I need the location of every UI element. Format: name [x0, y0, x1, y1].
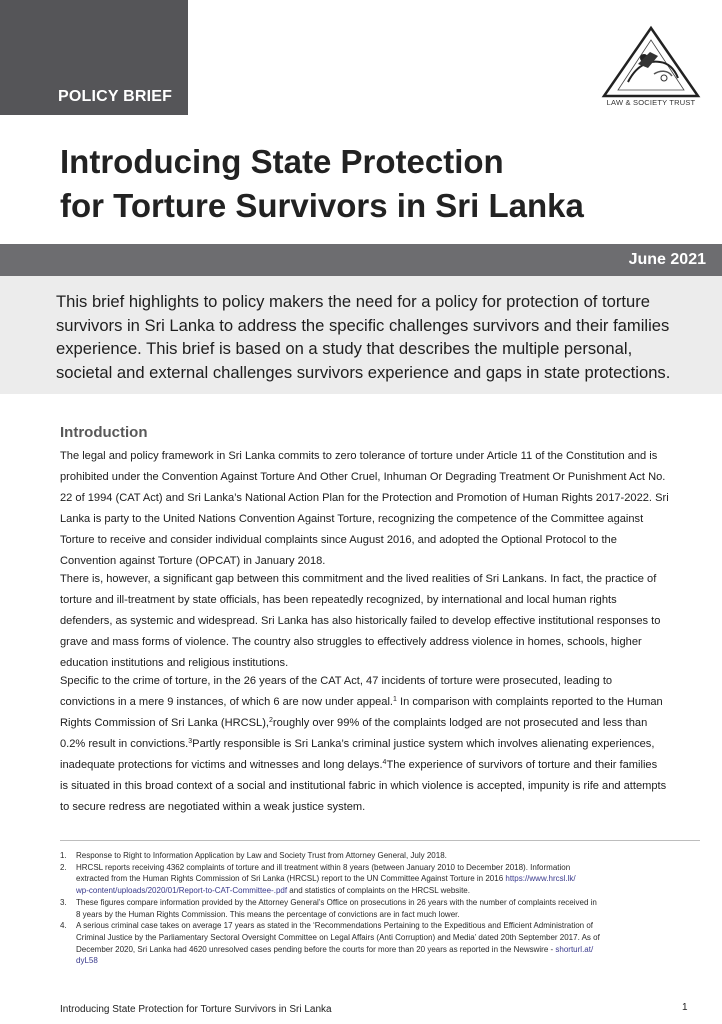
text-line: grave and mass forms of violence. The country also struggles to effectively address violence in homes, schools, higher: [60, 636, 642, 648]
summary-line: survivors in Sri Lanka to address the specific challenges survivors and their families: [56, 315, 670, 335]
footnote-line: 8 years by the Human Rights Commission. This means the percentage of convictions are in fact much lower.: [76, 909, 460, 919]
text-line: Specific to the crime of torture, in the 26 years of the CAT Act, 47 incidents of torture were prosecuted, leading to: [60, 675, 613, 687]
summary-line: experience. This brief is based on a study that describes the multiple personal,: [56, 339, 633, 358]
text-line: Torture to receive and consider individual complaints since August 2016, and adopted the Optional Protocol to the: [60, 534, 617, 546]
footnote-line: [76, 873, 710, 885]
summary-band: [0, 276, 722, 394]
footnote-1: [60, 850, 710, 862]
text-segment: December 2020, Sri Lanka had 4620 unresolved cases pending before the courts for more than 20 years as reported in the Newswire -: [76, 944, 556, 954]
footnote-2: [60, 862, 710, 897]
newswire-link-continued[interactable]: dyL58: [76, 956, 98, 966]
text-segment: The experience of survivors of torture and their families: [386, 759, 658, 771]
footnote-line: [76, 885, 710, 897]
footnote-ref[interactable]: 4: [382, 759, 387, 766]
text-line: 22 of 1994 (CAT Act) and Sri Lanka’s National Action Plan for the Protection and Promotion of Human Rights 2017-2022. Sri: [60, 492, 669, 504]
paragraph-2: [60, 569, 700, 674]
footnote-line: HRCSL reports receiving 4362 complaints of torture and ill treatment within 8 years (between January 2010 to December 2018). Information: [76, 862, 571, 872]
law-society-trust-logo: [596, 22, 706, 114]
text-line: to secure redress are negotiated within a weak justice system.: [60, 801, 366, 813]
footnote-4: [60, 920, 710, 967]
text-segment: extracted from the Human Rights Commission of Sri Lanka (HRCSL) report to the UN Committee Against Torture in 2016: [76, 874, 506, 884]
footnote-line: These figures compare information provided by the Attorney General’s Office on prosecutions in 26 years with the number of complaints received in: [76, 897, 597, 907]
footnote-divider: [60, 840, 700, 841]
footnote-line: Criminal Justice by the Parliamentary Sectoral Oversight Committee on Legal Affairs (Anti Corruption) and Media’ dated 20th September 2017. As of: [76, 932, 600, 942]
logo-text: LAW & SOCIETY TRUST: [606, 98, 696, 107]
footnote-number: 1.: [60, 851, 67, 860]
footnote-line: A serious criminal case takes on average 17 years as stated in the ‘Recommendations Pertaining to the Expeditious and Efficient Administration of: [76, 921, 594, 931]
footnote-line: Response to Right to Information Application by Law and Society Trust from Attorney General, July 2018.: [76, 851, 447, 860]
text-line: is situated in this broad context of a social and institutional fabric in which violence is accepted, impunity is rife and attempts: [60, 780, 667, 792]
date-band: [0, 244, 722, 276]
text-line: Lanka is party to the United Nations Convention Against Torture, recognizing the competence of the Committee against: [60, 513, 644, 525]
page-number: 1: [682, 1002, 688, 1013]
publication-date: June 2021: [628, 251, 706, 268]
text-segment: 0.2% result in convictions.: [60, 738, 189, 750]
text-line: education institutions and religious institutions.: [60, 657, 289, 669]
text-line: Convention against Torture (OPCAT) in January 2018.: [60, 555, 326, 567]
text-line: There is, however, a significant gap between this commitment and the lived realities of Sri Lankans. In fact, the practice of: [60, 573, 657, 585]
text-segment: In comparison with complaints reported to the Human: [396, 696, 663, 708]
footnote-ref[interactable]: 3: [188, 738, 193, 745]
text-segment: inadequate protections for victims and witnesses and long delays.: [60, 759, 383, 771]
text-segment: and statistics of complaints on the HRCSL website.: [287, 886, 470, 896]
footer-title: Introducing State Protection for Torture Survivors in Sri Lanka: [60, 1004, 332, 1015]
footnotes: [60, 850, 710, 967]
text-line: torture and ill-treatment by state officials, has been repeatedly recognized, by international and local human rights: [60, 594, 617, 606]
footnote-number: 2.: [60, 862, 67, 872]
text-line: [60, 734, 700, 755]
newswire-link[interactable]: shorturl.at/: [555, 944, 594, 954]
paragraph-3: [60, 671, 700, 818]
page-title: [60, 140, 680, 228]
text-segment: convictions in a mere 9 instances, of which 6 are now under appeal.: [60, 696, 394, 708]
footnote-3: [60, 897, 710, 920]
paragraph-1: [60, 446, 700, 572]
title-line: for Torture Survivors in Sri Lanka: [60, 187, 584, 224]
text-line: [60, 692, 700, 713]
footnote-number: 3.: [60, 897, 67, 907]
text-line: prohibited under the Convention Against Torture And Other Cruel, Inhuman Or Degrading Treatment Or Punishment Act No.: [60, 471, 666, 483]
text-line: [60, 755, 700, 776]
hrcsl-link[interactable]: https://www.hrcsl.lk/: [505, 874, 576, 884]
text-segment: Rights Commission of Sri Lanka (HRCSL),: [60, 717, 269, 729]
footnote-ref[interactable]: 1: [393, 696, 397, 703]
summary-text: [56, 290, 696, 384]
footnote-line: [76, 944, 710, 956]
footnote-line: [76, 955, 710, 967]
title-line: Introducing State Protection: [60, 143, 504, 180]
footnote-number: 4.: [60, 921, 67, 931]
summary-line: societal and external challenges survivors experience and gaps in state protections.: [56, 362, 671, 382]
hrcsl-report-link[interactable]: wp-content/uploads/2020/01/Report-to-CAT-Committee-.pdf: [76, 886, 288, 896]
policy-brief-label: POLICY BRIEF: [58, 88, 173, 105]
text-line: The legal and policy framework in Sri Lanka commits to zero tolerance of torture under Article 11 of the Constitution and is: [60, 450, 658, 462]
footnote-ref[interactable]: 2: [269, 717, 273, 724]
text-line: defenders, as systemic and widespread. Sri Lanka has also historically failed to develop effective institutional responses to: [60, 615, 661, 627]
text-segment: Partly responsible is Sri Lanka’s criminal justice system which involves alienating experiences,: [192, 738, 655, 750]
text-segment: roughly over 99% of the complaints lodged are not prosecuted and less than: [272, 717, 648, 729]
summary-line: This brief highlights to policy makers the need for a policy for protection of torture: [56, 292, 650, 311]
logo-triangle-icon: [598, 22, 704, 98]
text-line: [60, 713, 700, 734]
section-heading: Introduction: [60, 424, 148, 441]
